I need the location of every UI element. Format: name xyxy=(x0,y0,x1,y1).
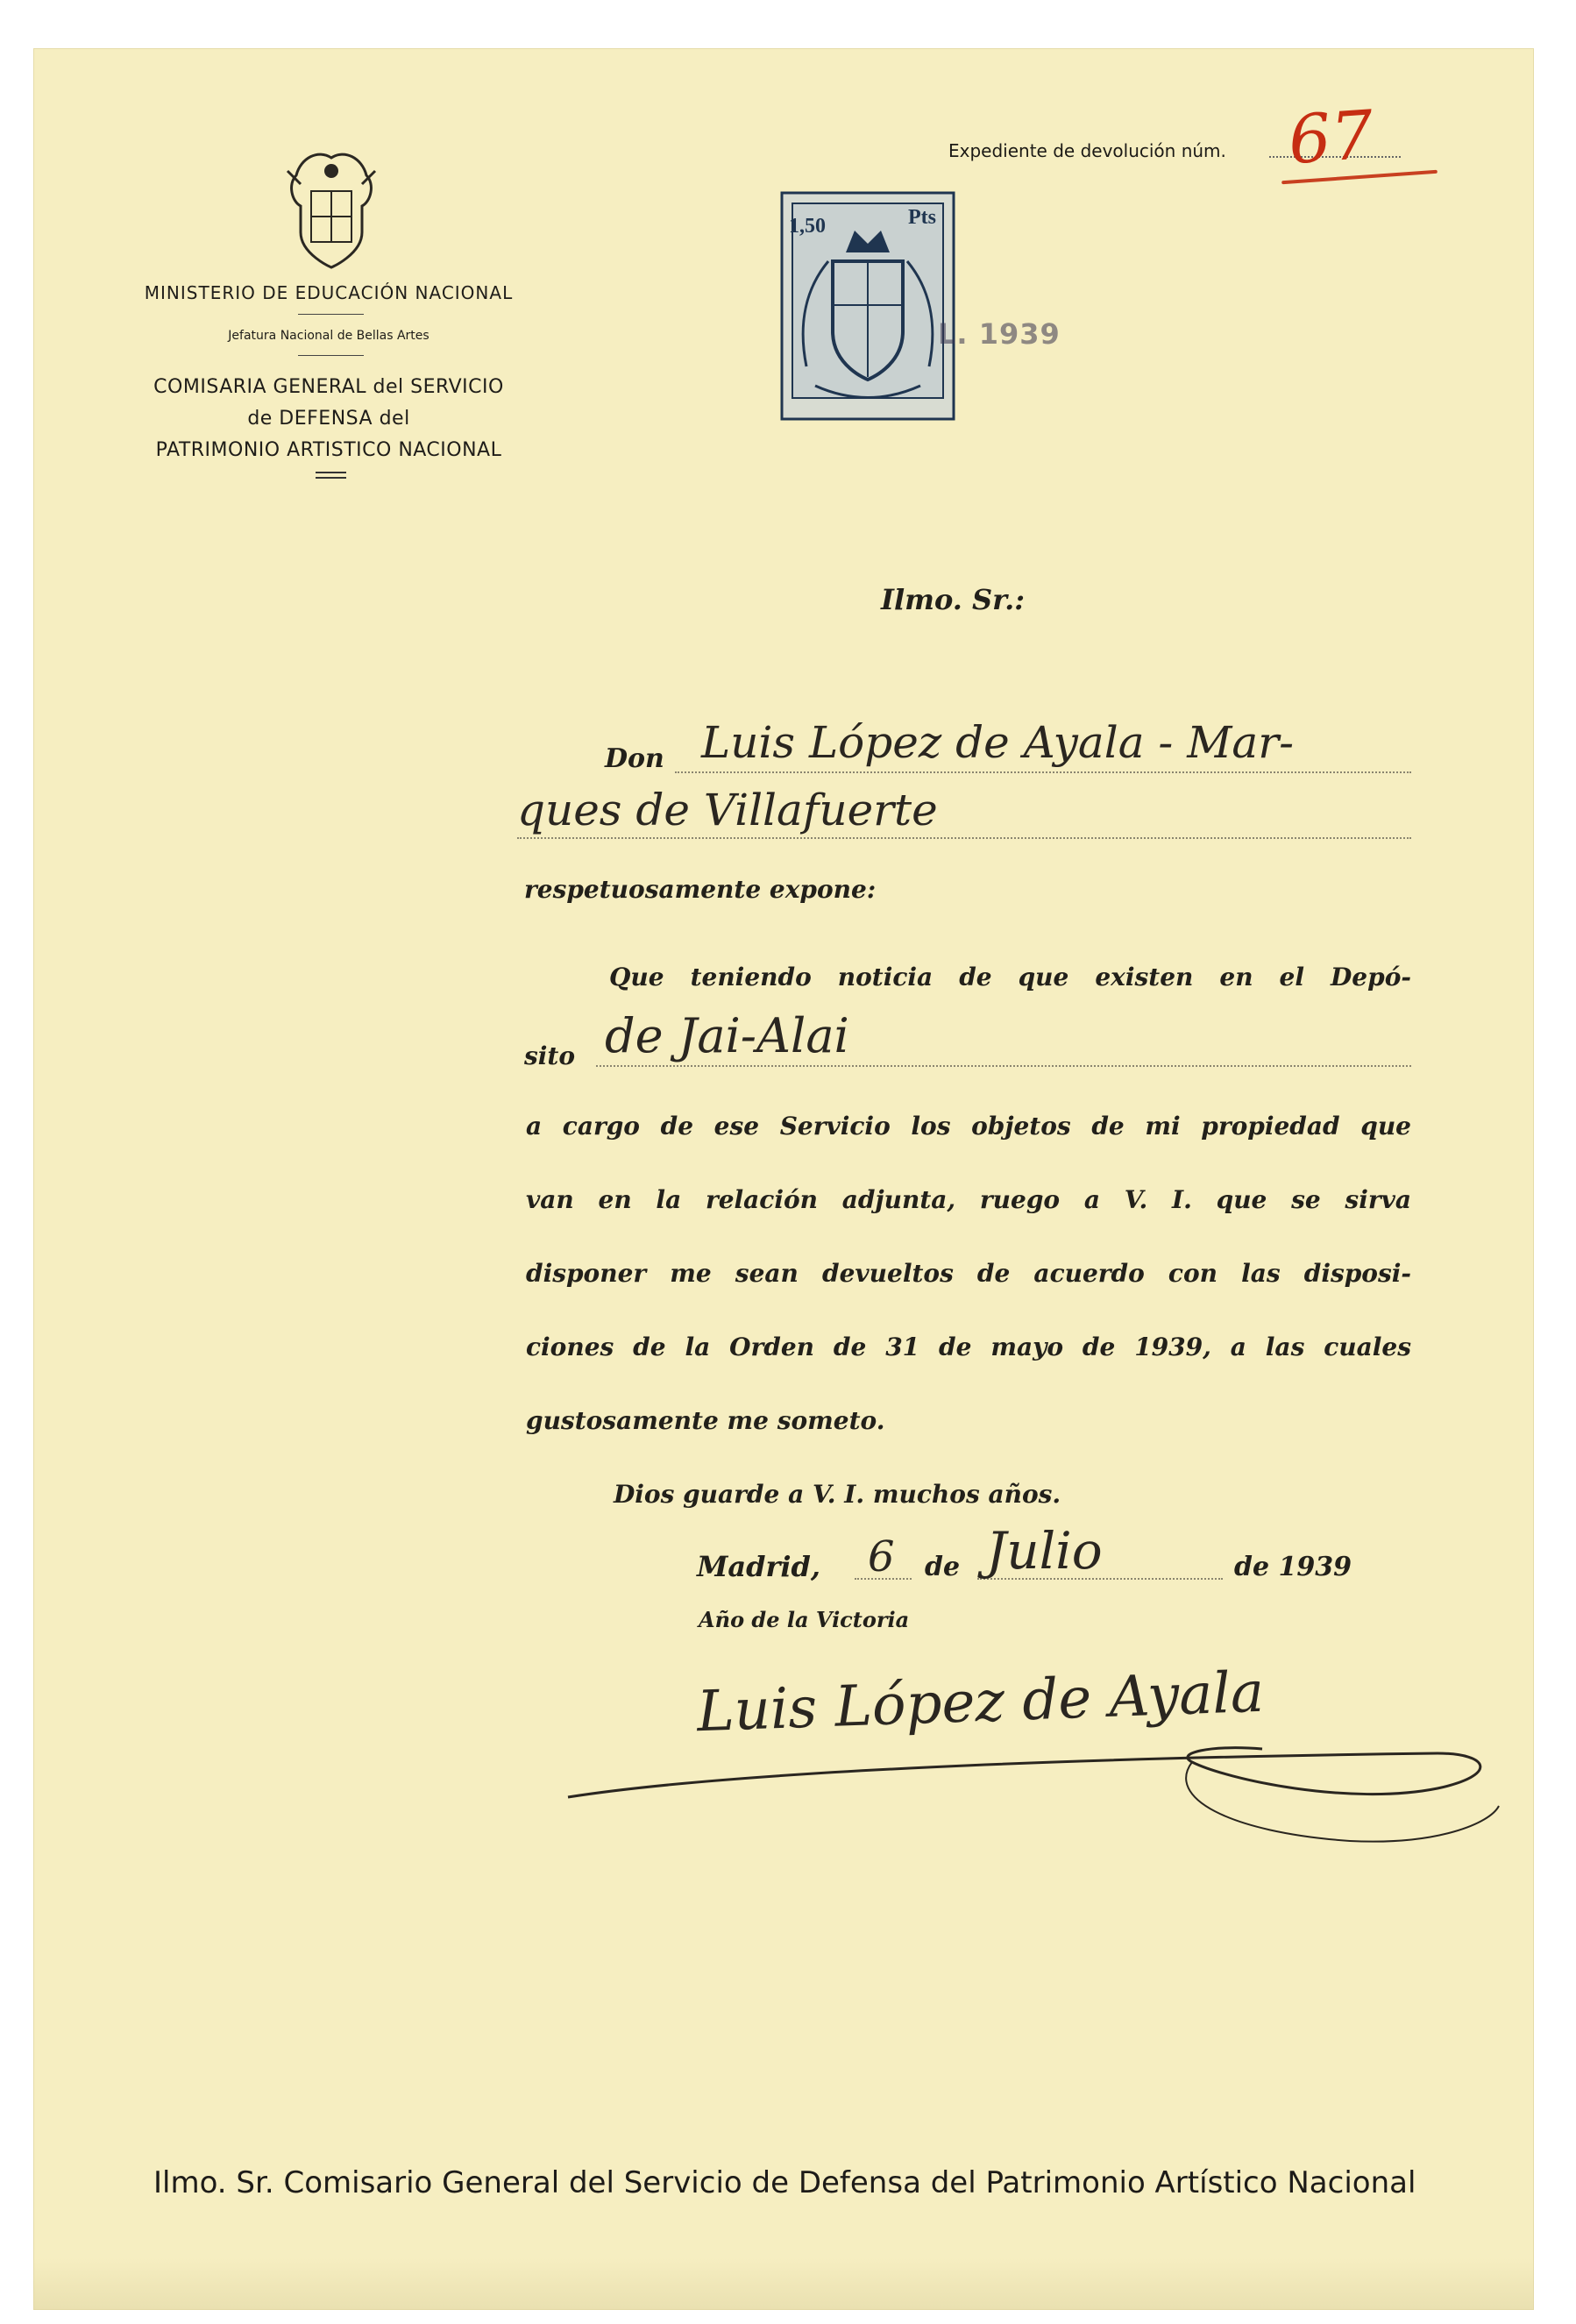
handwritten-signature: Luis López de Ayala xyxy=(695,1659,1266,1745)
signature-flourish-icon xyxy=(561,1709,1508,1867)
ministry-name: MINISTERIO DE EDUCACIÓN NACIONAL xyxy=(144,282,514,303)
stamp-value: 1,50 xyxy=(789,215,826,238)
don-label: Don xyxy=(605,743,664,774)
paragraph-line: disponer me sean devueltos de acuerdo con las disposi- xyxy=(526,1259,1411,1288)
letterhead-divider xyxy=(298,314,364,315)
handwritten-day: 6 xyxy=(868,1532,895,1581)
expone-line: respetuosamente expone: xyxy=(524,875,877,904)
name-dotline xyxy=(675,771,1411,773)
commission-name xyxy=(131,372,526,466)
commission-line: COMISARIA GENERAL del SERVICIO xyxy=(153,376,504,398)
coat-of-arms-icon xyxy=(283,149,380,272)
file-number: 67 xyxy=(1286,95,1376,180)
sito-label: sito xyxy=(524,1041,576,1070)
paragraph-line: gustosamente me someto. xyxy=(526,1406,885,1435)
date-year: de 1939 xyxy=(1234,1552,1352,1582)
year-motto: Año de la Victoria xyxy=(699,1607,910,1632)
letterhead-divider xyxy=(298,355,364,356)
handwritten-name-line1: Luis López de Ayala - Mar- xyxy=(701,717,1295,768)
name-dotline xyxy=(517,837,1411,839)
handwritten-name-line2: ques de Villafuerte xyxy=(517,785,938,835)
letterhead-double-rule xyxy=(316,472,346,473)
paragraph-line: ciones de la Orden de 31 de mayo de 1939, a las cuales xyxy=(526,1333,1411,1361)
paragraph-line: van en la relación adjunta, ruego a V. I. que se sirva xyxy=(526,1185,1411,1214)
department-name: Jefatura Nacional de Bellas Artes xyxy=(228,329,429,343)
handwritten-deposit: de Jai-Alai xyxy=(605,1008,849,1063)
closing: Dios guarde a V. I. muchos años. xyxy=(614,1480,1061,1509)
paragraph-line: a cargo de ese Servicio los objetos de mi propiedad que xyxy=(526,1112,1411,1141)
deposit-dotline xyxy=(596,1065,1411,1067)
stamp-currency: Pts xyxy=(908,206,936,229)
stamp-cancellation: L. 1939 xyxy=(938,317,1061,351)
date-place: Madrid, xyxy=(697,1550,821,1583)
salutation: Ilmo. Sr.: xyxy=(881,583,1026,616)
commission-line: de DEFENSA del xyxy=(247,408,410,430)
recipient-footer: Ilmo. Sr. Comisario General del Servicio de Defensa del Patrimonio Artístico Nacional xyxy=(153,2165,1416,2200)
file-number-label: Expediente de devolución núm. xyxy=(948,140,1226,161)
paragraph-line: Que teniendo noticia de que existen en el Depó- xyxy=(609,963,1411,991)
handwritten-month: Julio xyxy=(986,1521,1103,1581)
commission-line: PATRIMONIO ARTISTICO NACIONAL xyxy=(155,439,502,461)
date-de: de xyxy=(925,1552,961,1582)
